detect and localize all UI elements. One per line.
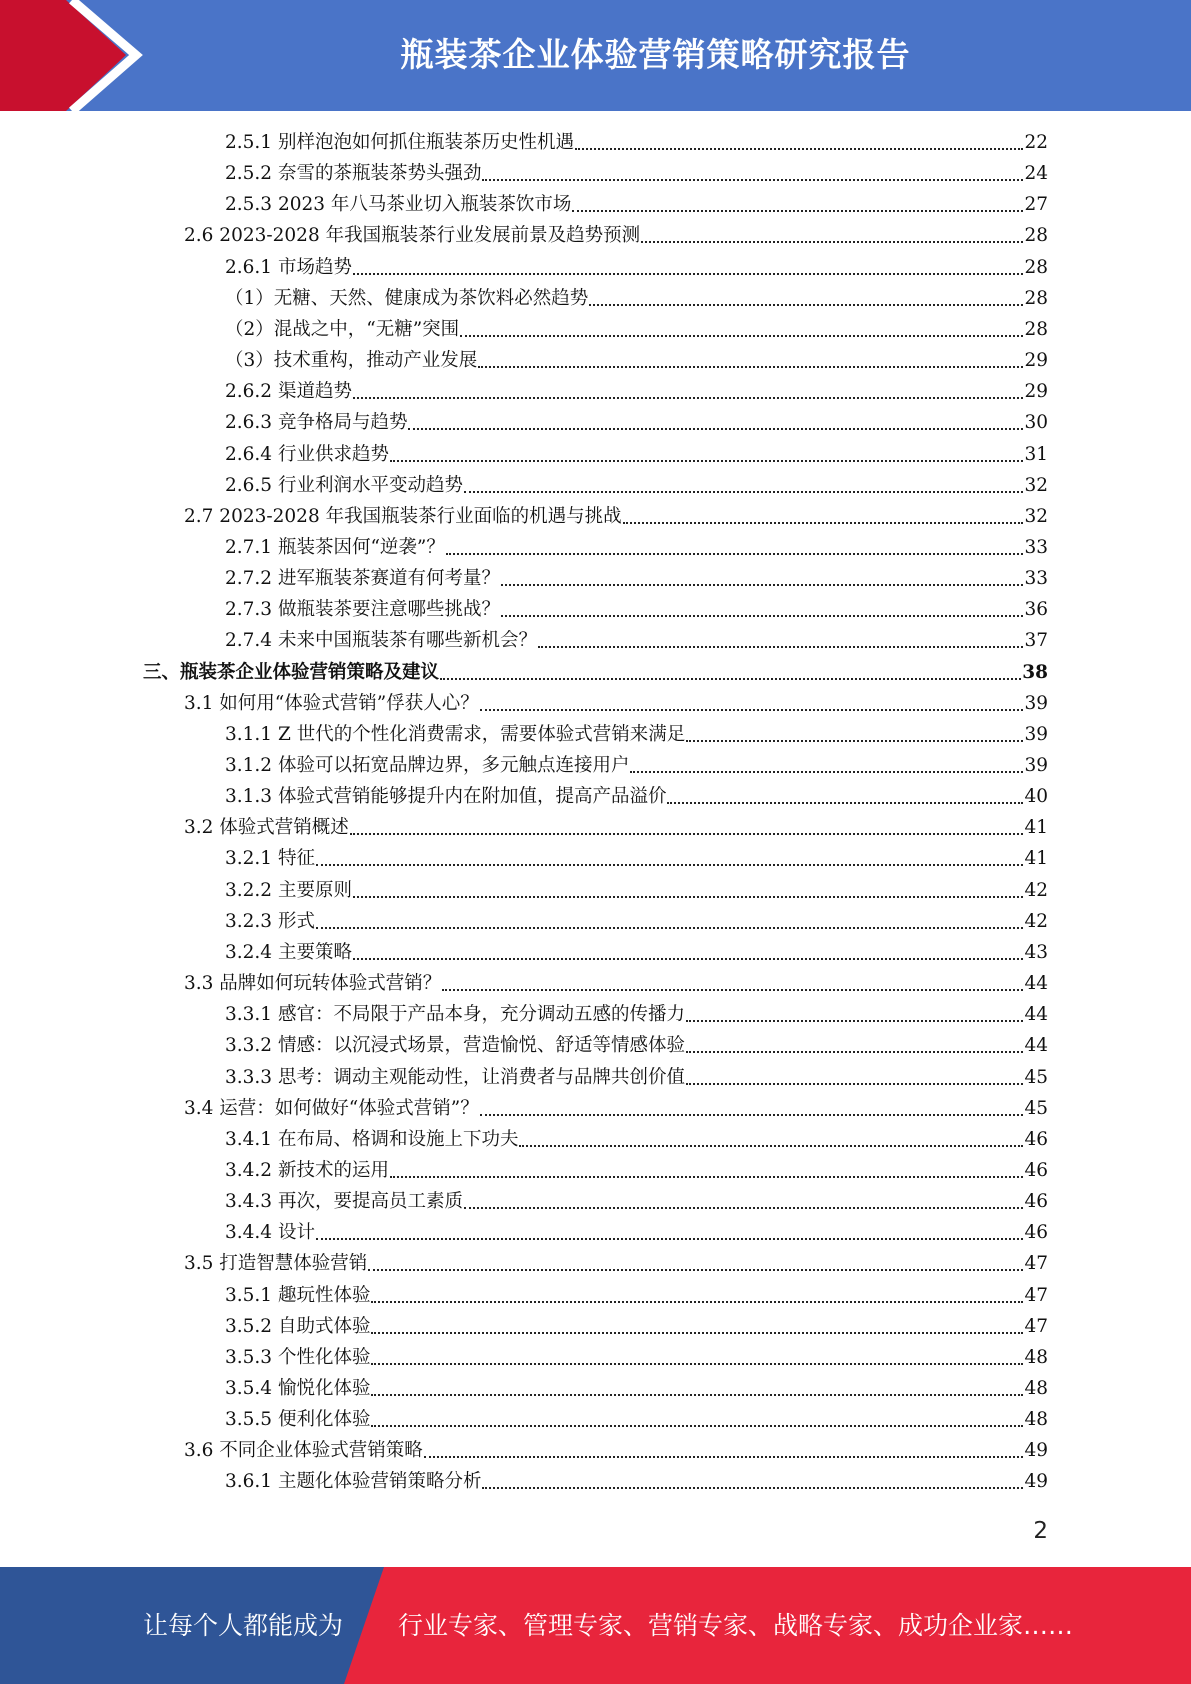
toc-dot-leader xyxy=(686,1051,1023,1053)
toc-dot-leader xyxy=(442,989,1023,991)
toc-entry-page: 32 xyxy=(1024,474,1048,496)
toc-entry-title: 2.7 2023-2028 年我国瓶装茶行业面临的机遇与挑战 xyxy=(184,505,622,527)
toc-entry-page: 33 xyxy=(1024,568,1048,590)
toc-entry-title: 3.4.1 在布局、格调和设施上下功夫 xyxy=(225,1128,519,1150)
toc-dot-leader xyxy=(371,1394,1023,1396)
toc-entry[interactable] xyxy=(184,688,1048,719)
toc-entry-title: 3.2.1 特征 xyxy=(225,848,315,870)
toc-dot-leader xyxy=(686,1020,1023,1022)
page-footer xyxy=(0,1567,1191,1684)
toc-dot-leader xyxy=(316,1238,1024,1240)
toc-entry[interactable] xyxy=(225,1155,1048,1186)
toc-entry-page: 45 xyxy=(1024,1066,1048,1088)
toc-entry-page: 44 xyxy=(1024,973,1048,995)
toc-entry-page: 36 xyxy=(1024,599,1048,621)
toc-dot-leader xyxy=(575,148,1023,150)
toc-dot-leader xyxy=(686,740,1023,742)
toc-entry-title: 2.5.2 奈雪的茶瓶装茶势头强劲 xyxy=(225,163,482,185)
toc-entry-title: 2.6.3 竞争格局与趋势 xyxy=(225,412,408,434)
toc-entry-title: 3.4.3 再次，要提高员工素质 xyxy=(225,1191,463,1213)
toc-entry-page: 47 xyxy=(1024,1284,1048,1306)
toc-entry-page: 24 xyxy=(1024,163,1048,185)
toc-entry[interactable] xyxy=(225,532,1048,563)
header-arrow-decoration xyxy=(0,0,150,111)
toc-entry-title: 2.7.3 做瓶装茶要注意哪些挑战？ xyxy=(225,599,500,621)
toc-dot-leader xyxy=(350,833,1024,835)
toc-entry-title: 3.4.2 新技术的运用 xyxy=(225,1159,389,1181)
toc-entry-title: 三、瓶装茶企业体验营销策略及建议 xyxy=(143,661,440,683)
toc-entry[interactable] xyxy=(225,1280,1048,1311)
toc-entry-page: 32 xyxy=(1024,505,1048,527)
toc-dot-leader xyxy=(446,553,1024,555)
toc-dot-leader xyxy=(519,1145,1023,1147)
toc-entry-page: 29 xyxy=(1024,350,1048,372)
toc-entry-title: 2.7.2 进军瓶装茶赛道有何考量？ xyxy=(225,568,500,590)
toc-entry-title: 3.1.3 体验式营销能够提升内在附加值，提高产品溢价 xyxy=(225,786,667,808)
toc-dot-leader xyxy=(478,366,1023,368)
toc-dot-leader xyxy=(390,1176,1023,1178)
toc-entry-page: 27 xyxy=(1024,194,1048,216)
toc-entry-title: 2.6 2023-2028 年我国瓶装茶行业发展前景及趋势预测 xyxy=(184,225,641,247)
toc-entry-page: 44 xyxy=(1024,1004,1048,1026)
page-header xyxy=(0,0,1191,111)
toc-entry[interactable] xyxy=(225,345,1048,376)
toc-entry-title: 3.4.4 设计 xyxy=(225,1222,315,1244)
toc-entry[interactable] xyxy=(225,189,1048,220)
toc-dot-leader xyxy=(460,335,1023,337)
toc-dot-leader xyxy=(589,304,1023,306)
toc-entry[interactable] xyxy=(225,999,1048,1030)
toc-entry-title: 3.5.5 便利化体验 xyxy=(225,1409,371,1431)
toc-entry[interactable] xyxy=(225,314,1048,345)
toc-entry[interactable] xyxy=(225,1404,1048,1435)
toc-entry-page: 47 xyxy=(1024,1315,1048,1337)
toc-entry-title: 3.2.4 主要策略 xyxy=(225,941,352,963)
toc-entry[interactable] xyxy=(225,470,1048,501)
toc-dot-leader xyxy=(501,584,1023,586)
toc-entry-title: 2.7.4 未来中国瓶装茶有哪些新机会？ xyxy=(225,630,537,652)
toc-dot-leader xyxy=(641,241,1023,243)
footer-roles: 行业专家、管理专家、营销专家、战略专家、成功企业家…… xyxy=(398,1611,1074,1640)
toc-entry-title: 3.3 品牌如何玩转体验式营销？ xyxy=(184,973,442,995)
toc-entry[interactable] xyxy=(225,283,1048,314)
toc-entry-page: 28 xyxy=(1024,256,1048,278)
toc-entry-title: 3.2 体验式营销概述 xyxy=(184,817,349,839)
toc-entry[interactable] xyxy=(225,376,1048,407)
toc-entry-title: （2）混战之中，“无糖”突围 xyxy=(225,318,460,340)
toc-entry-title: 2.6.2 渠道趋势 xyxy=(225,381,352,403)
toc-entry-page: 46 xyxy=(1024,1128,1048,1150)
toc-entry-page: 46 xyxy=(1024,1222,1048,1244)
toc-dot-leader xyxy=(572,210,1023,212)
toc-entry[interactable] xyxy=(225,1311,1048,1342)
toc-entry[interactable] xyxy=(225,127,1048,158)
toc-entry-page: 28 xyxy=(1024,225,1048,247)
toc-entry-page: 33 xyxy=(1024,536,1048,558)
toc-entry[interactable] xyxy=(225,1342,1048,1373)
toc-entry[interactable] xyxy=(225,1217,1048,1248)
toc-entry[interactable] xyxy=(143,657,1048,688)
toc-dot-leader xyxy=(371,1425,1023,1427)
toc-entry-page: 48 xyxy=(1024,1409,1048,1431)
toc-entry[interactable] xyxy=(184,1093,1048,1124)
report-title: 瓶装茶企业体验营销策略研究报告 xyxy=(400,35,911,74)
toc-entry[interactable] xyxy=(225,563,1048,594)
toc-entry-title: 2.7.1 瓶装茶因何“逆袭”？ xyxy=(225,536,445,558)
toc-entry[interactable] xyxy=(225,252,1048,283)
toc-entry[interactable] xyxy=(184,1248,1048,1279)
toc-entry-page: 22 xyxy=(1024,132,1048,153)
footer-slogan: 让每个人都能成为 xyxy=(143,1611,344,1640)
toc-dot-leader xyxy=(630,771,1023,773)
toc-dot-leader xyxy=(371,1332,1023,1334)
toc-entry[interactable] xyxy=(184,501,1048,532)
toc-dot-leader xyxy=(501,615,1023,617)
toc-dot-leader xyxy=(353,397,1024,399)
toc-entry[interactable] xyxy=(225,1030,1048,1061)
toc-entry-page: 44 xyxy=(1024,1035,1048,1057)
toc-entry-page: 37 xyxy=(1024,630,1048,652)
toc-entry-title: 3.5.1 趣玩性体验 xyxy=(225,1284,371,1306)
toc-entry-page: 40 xyxy=(1024,786,1048,808)
toc-dot-leader xyxy=(353,273,1024,275)
toc-entry-page: 39 xyxy=(1024,755,1048,776)
toc-entry[interactable] xyxy=(184,812,1048,843)
toc-entry[interactable] xyxy=(225,719,1048,750)
toc-entry-page: 38 xyxy=(1022,661,1048,683)
toc-entry[interactable] xyxy=(225,1062,1048,1093)
toc-entry-page: 43 xyxy=(1024,941,1048,963)
toc-entry[interactable] xyxy=(225,625,1048,656)
toc-dot-leader xyxy=(480,1114,1024,1116)
toc-entry-title: （3）技术重构，推动产业发展 xyxy=(225,350,478,372)
toc-entry-page: 39 xyxy=(1024,692,1048,714)
toc-entry-page: 47 xyxy=(1024,1253,1048,1275)
toc-dot-leader xyxy=(408,428,1023,430)
toc-entry-title: 3.5.3 个性化体验 xyxy=(225,1346,371,1368)
toc-dot-leader xyxy=(440,678,1021,680)
toc-entry-title: 3.6 不同企业体验式营销策略 xyxy=(184,1440,423,1462)
toc-dot-leader xyxy=(316,864,1024,866)
toc-entry-page: 46 xyxy=(1024,1191,1048,1213)
toc-entry-title: 3.2.2 主要原则 xyxy=(225,879,352,901)
toc-entry-page: 28 xyxy=(1024,318,1048,340)
toc-entry-page: 41 xyxy=(1024,848,1048,870)
toc-dot-leader xyxy=(464,491,1023,493)
toc-entry-title: 3.3.2 情感：以沉浸式场景，营造愉悦、舒适等情感体验 xyxy=(225,1035,685,1057)
toc-dot-leader xyxy=(390,460,1023,462)
toc-entry-page: 49 xyxy=(1024,1440,1048,1462)
toc-entry[interactable] xyxy=(225,781,1048,812)
toc-entry-title: 2.6.1 市场趋势 xyxy=(225,256,352,278)
toc-entry-page: 49 xyxy=(1024,1471,1048,1493)
page-number: 2 xyxy=(1033,1518,1048,1544)
toc-entry[interactable] xyxy=(184,968,1048,999)
toc-entry-title: 3.1.2 体验可以拓宽品牌边界，多元触点连接用户 xyxy=(225,755,630,776)
toc-entry-page: 42 xyxy=(1024,910,1048,932)
toc-entry-page: 30 xyxy=(1024,412,1048,434)
toc-entry-page: 41 xyxy=(1024,817,1048,839)
toc-entry-title: 3.3.3 思考：调动主观能动性，让消费者与品牌共创价值 xyxy=(225,1066,685,1088)
toc-entry-title: 3.4 运营：如何做好“体验式营销”？ xyxy=(184,1097,479,1119)
toc-entry[interactable] xyxy=(225,1124,1048,1155)
toc-dot-leader xyxy=(371,1301,1023,1303)
toc-entry-title: 3.2.3 形式 xyxy=(225,910,315,932)
toc-entry-title: 3.5 打造智慧体验营销 xyxy=(184,1253,368,1275)
toc-entry-page: 29 xyxy=(1024,381,1048,403)
toc-entry[interactable] xyxy=(225,843,1048,874)
toc-entry[interactable] xyxy=(225,158,1048,189)
toc-entry-title: 3.6.1 主题化体验营销策略分析 xyxy=(225,1471,482,1493)
toc-entry-title: 3.5.2 自助式体验 xyxy=(225,1315,371,1337)
toc-entry[interactable] xyxy=(225,407,1048,438)
toc-dot-leader xyxy=(482,1487,1023,1489)
toc-dot-leader xyxy=(353,896,1024,898)
toc-entry-title: 2.5.1 别样泡泡如何抓住瓶装茶历史性机遇 xyxy=(225,132,574,153)
toc-entry[interactable] xyxy=(225,906,1048,937)
toc-entry-title: 2.6.4 行业供求趋势 xyxy=(225,443,389,465)
toc-dot-leader xyxy=(464,1207,1023,1209)
toc-entry-title: 3.1.1 Z 世代的个性化消费需求，需要体验式营销来满足 xyxy=(225,723,686,745)
toc-dot-leader xyxy=(424,1456,1024,1458)
toc-entry-page: 28 xyxy=(1024,287,1048,309)
toc-entry[interactable] xyxy=(184,220,1048,251)
toc-dot-leader xyxy=(368,1269,1023,1271)
toc-entry-title: 3.3.1 感官：不局限于产品本身，充分调动五感的传播力 xyxy=(225,1004,685,1026)
toc-entry[interactable] xyxy=(225,439,1048,470)
toc-entry-page: 45 xyxy=(1024,1097,1048,1119)
toc-entry[interactable] xyxy=(225,594,1048,625)
toc-entry-title: 3.1 如何用“体验式营销”俘获人心？ xyxy=(184,692,479,714)
toc-entry-page: 42 xyxy=(1024,879,1048,901)
toc-entry-page: 46 xyxy=(1024,1159,1048,1181)
toc-entry-page: 48 xyxy=(1024,1346,1048,1368)
toc-entry[interactable] xyxy=(225,937,1048,968)
toc-dot-leader xyxy=(686,1083,1023,1085)
toc-entry-title: 3.5.4 愉悦化体验 xyxy=(225,1378,371,1399)
toc-entry-page: 31 xyxy=(1024,443,1048,465)
toc-entry[interactable] xyxy=(225,750,1048,781)
toc-dot-leader xyxy=(538,646,1023,648)
toc-entry-title: 2.6.5 行业利润水平变动趋势 xyxy=(225,474,463,496)
toc-entry-title: 2.5.3 2023 年八马茶业切入瓶装茶饮市场 xyxy=(225,194,572,216)
toc-dot-leader xyxy=(353,958,1024,960)
toc-entry[interactable] xyxy=(225,1186,1048,1217)
toc-entry-title: （1）无糖、天然、健康成为茶饮料必然趋势 xyxy=(225,287,589,309)
toc-entry-page: 48 xyxy=(1024,1378,1048,1399)
toc-dot-leader xyxy=(371,1363,1023,1365)
toc-entry[interactable] xyxy=(184,1435,1048,1466)
toc-entry[interactable] xyxy=(225,1373,1048,1404)
toc-entry[interactable] xyxy=(225,1466,1048,1497)
toc-dot-leader xyxy=(482,179,1023,181)
toc-dot-leader xyxy=(623,522,1024,524)
toc-entry[interactable] xyxy=(225,875,1048,906)
toc-dot-leader xyxy=(667,802,1023,804)
toc-dot-leader xyxy=(480,709,1024,711)
toc-dot-leader xyxy=(316,927,1024,929)
toc-entry-page: 39 xyxy=(1024,723,1048,745)
